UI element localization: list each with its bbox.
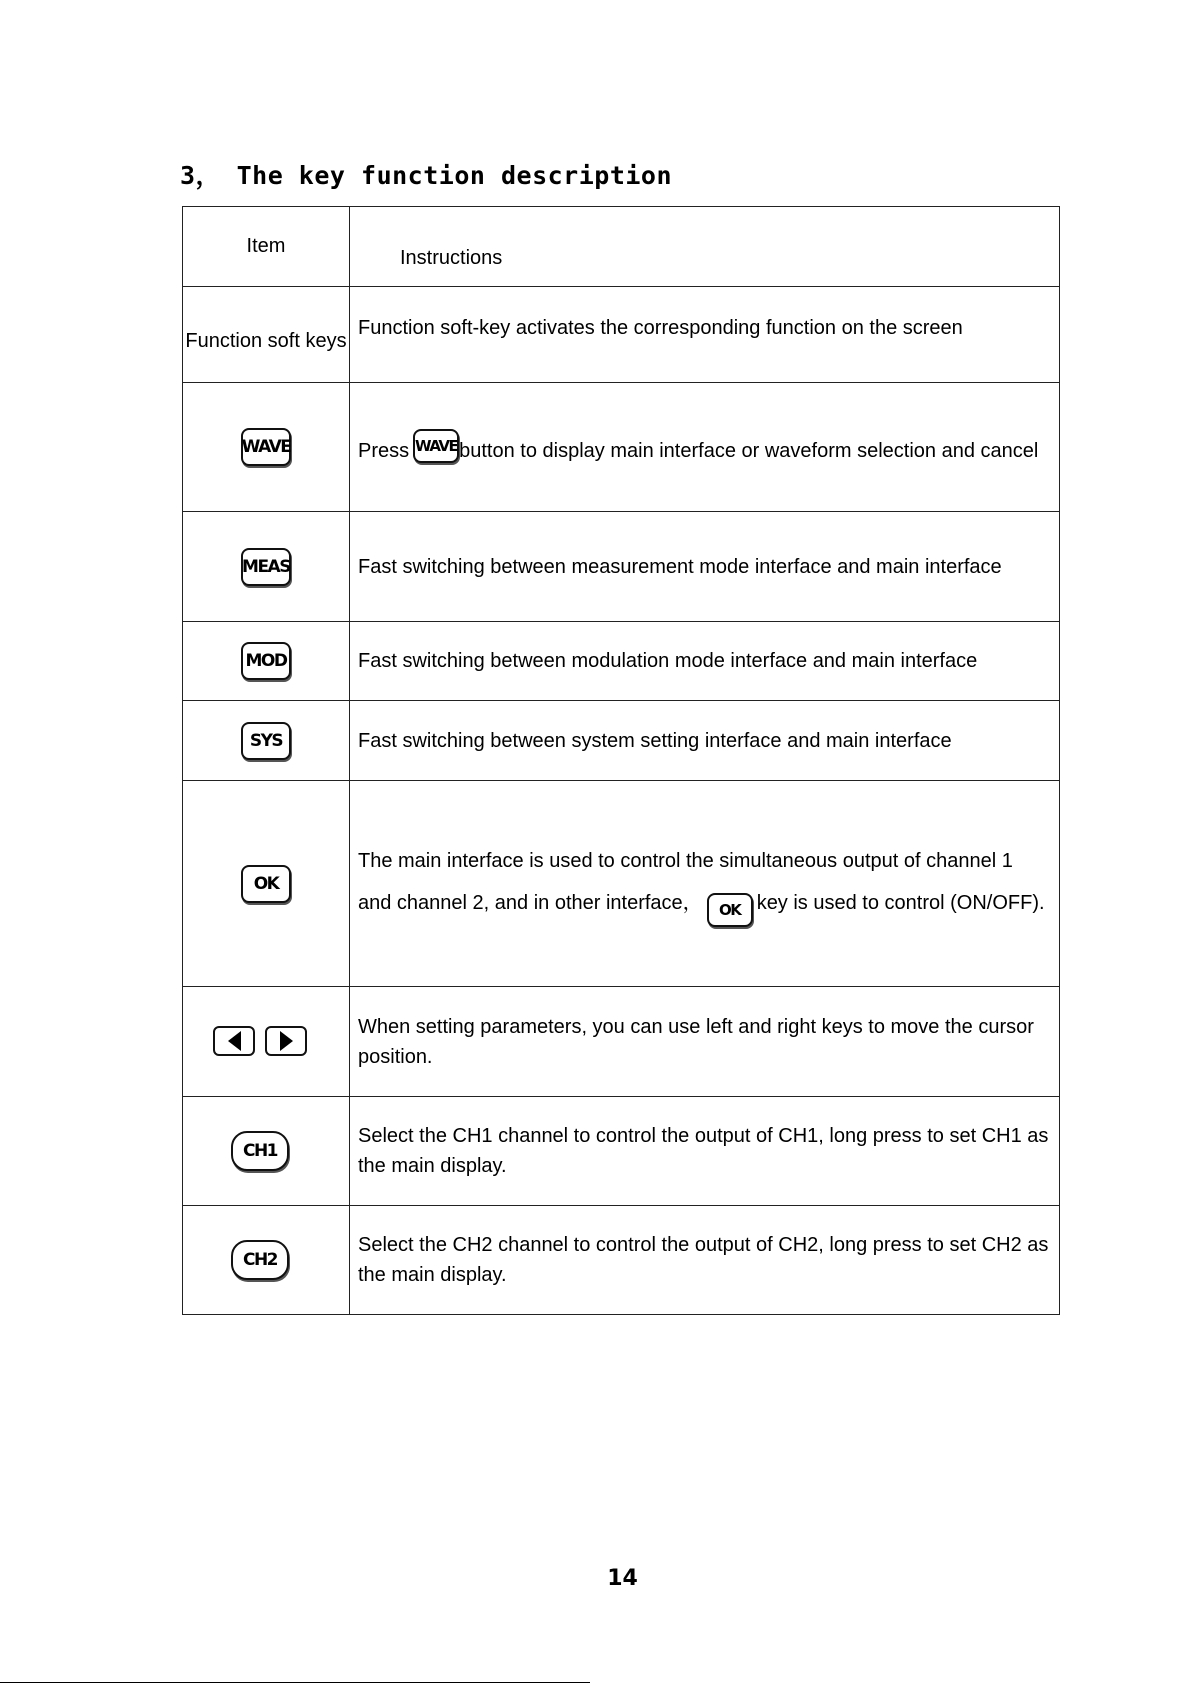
footer-divider bbox=[0, 1682, 590, 1683]
row-item bbox=[183, 622, 350, 701]
row-item bbox=[183, 987, 350, 1097]
ok-key-icon: OK bbox=[241, 865, 291, 903]
ch2-key-icon: CH2 bbox=[231, 1240, 289, 1280]
row-item bbox=[183, 383, 350, 512]
table-row bbox=[183, 701, 1060, 781]
row-item bbox=[183, 512, 350, 622]
meas-key-icon: MEAS bbox=[241, 548, 291, 586]
ch1-key-icon: CH1 bbox=[231, 1131, 289, 1171]
instruction-prefix: Press bbox=[358, 439, 410, 462]
row-instruction: When setting parameters, you can use left and right keys to move the cursor position. bbox=[350, 987, 1060, 1097]
row-instruction: Function soft-key activates the corresponding function on the screen bbox=[350, 287, 1060, 383]
header-instructions: Instructions bbox=[350, 207, 1060, 287]
row-item bbox=[183, 1097, 350, 1206]
row-instruction bbox=[350, 383, 1060, 512]
row-item bbox=[183, 1206, 350, 1315]
row-item bbox=[183, 781, 350, 987]
table-row bbox=[183, 622, 1060, 701]
right-arrow-key-icon bbox=[265, 1026, 307, 1056]
row-item bbox=[183, 701, 350, 781]
row-instruction: Select the CH2 channel to control the output of CH2, long press to set CH2 as the main display. bbox=[350, 1206, 1060, 1315]
sys-key-icon: SYS bbox=[241, 722, 291, 760]
left-arrow-key-icon bbox=[213, 1026, 255, 1056]
row-instruction bbox=[350, 781, 1060, 987]
instruction-prefix: The main interface is used to control the simultaneous output of channel 1 and channel 2, and in other interface， bbox=[358, 850, 1013, 914]
table-row bbox=[183, 781, 1060, 987]
table-row bbox=[183, 1097, 1060, 1206]
instruction-suffix: key is used to control (ON/OFF). bbox=[756, 892, 1045, 914]
table-row bbox=[183, 1206, 1060, 1315]
wave-key-inline-icon: WAVE bbox=[413, 429, 459, 463]
key-function-table bbox=[182, 206, 1060, 1315]
mod-key-icon: MOD bbox=[241, 642, 291, 680]
table-row bbox=[183, 512, 1060, 622]
instruction-suffix: button to display main interface or waveform selection and cancel bbox=[459, 439, 1039, 462]
wave-key-icon: WAVE bbox=[241, 428, 291, 466]
section-title: 3， The key function description bbox=[180, 161, 673, 190]
ok-key-inline-icon: OK bbox=[707, 893, 753, 927]
page-number: 14 bbox=[607, 1566, 638, 1591]
row-instruction: Fast switching between measurement mode interface and main interface bbox=[350, 512, 1060, 622]
row-instruction: Fast switching between system setting interface and main interface bbox=[350, 701, 1060, 781]
table-row bbox=[183, 287, 1060, 383]
row-instruction: Fast switching between modulation mode interface and main interface bbox=[350, 622, 1060, 701]
function-soft-keys-label: Function soft keys bbox=[183, 287, 350, 383]
table-header-row bbox=[183, 207, 1060, 287]
table-row bbox=[183, 987, 1060, 1097]
header-item: Item bbox=[183, 207, 350, 287]
row-instruction: Select the CH1 channel to control the output of CH1, long press to set CH1 as the main display. bbox=[350, 1097, 1060, 1206]
table-row bbox=[183, 383, 1060, 512]
